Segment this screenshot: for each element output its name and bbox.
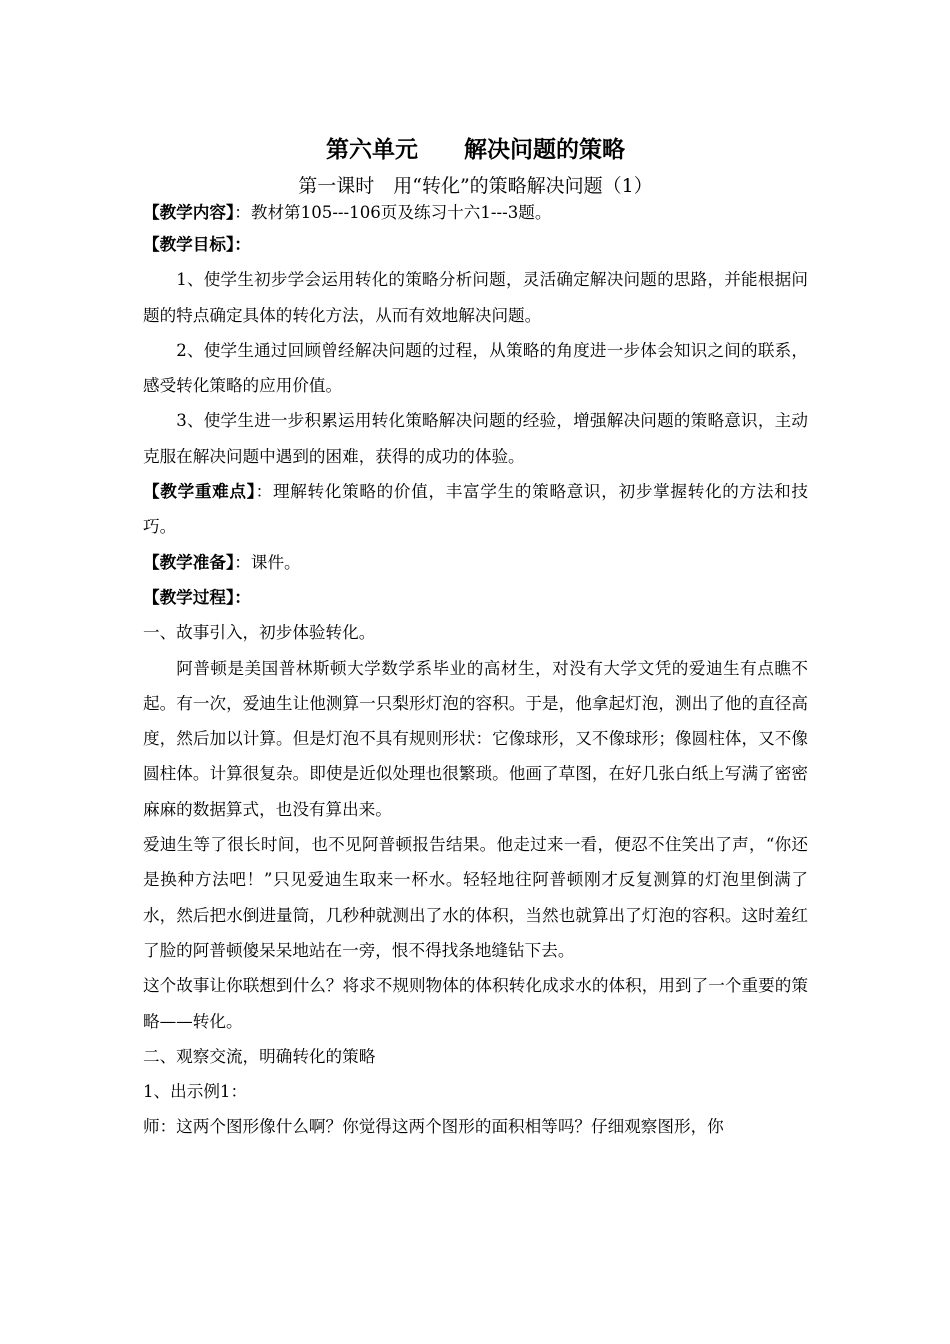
lesson-subtitle: 第一课时 用“转化”的策略解决问题（1） xyxy=(298,175,653,197)
teaching-goals-label: 【教学目标】 xyxy=(143,235,235,254)
key-points xyxy=(143,474,808,545)
teaching-process-heading xyxy=(143,580,808,615)
story-paragraph-1: 阿普顿是美国普林斯顿大学数学系毕业的高材生，对没有大学文凭的爱迪生有点瞧不起。有一次，爱迪生让他测算一只梨形灯泡的容积。于是，他拿起灯泡，测出了他的直径高度，然后加以计算。但是灯泡不具有规则形状：它像球形，又不像球形；像圆柱体，又不像圆柱体。计算很复杂。即使是近似处理也很繁琐。他画了草图，在好几张白纸上写满了密密麻麻的数据算式，也没有算出来。 xyxy=(143,658,808,819)
teaching-goals-colon: ： xyxy=(234,235,251,254)
story-paragraph-3: 这个故事让你联想到什么？将求不规则物体的体积转化成求水的体积，用到了一个重要的策略——转化。 xyxy=(143,976,808,1031)
document-page xyxy=(143,130,808,1145)
teaching-goals-heading xyxy=(143,227,808,262)
goal-item-2: 2、使学生通过回顾曾经解决问题的过程，从策略的角度进一步体会知识之间的联系，感受转化策略的应用价值。 xyxy=(143,340,808,396)
teaching-preparation xyxy=(143,545,808,580)
story-paragraph-2: 爱迪生等了很长时间，也不见阿普顿报告结果。他走过来一看，便忍不住笑出了声，“你还是换种方法吧！”只见爱迪生取来一杯水。轻轻地往阿普顿刚才反复测算的灯泡里倒满了水，然后把水倒进量筒，几秒种就测出了水的体积，当然也就算出了灯泡的容积。这时羞红了脸的阿普顿傻呆呆地站在一旁，恨不得找条地缝钻下去。 xyxy=(143,835,808,960)
key-points-text: ：理解转化策略的价值，丰富学生的策略意识，初步掌握转化的方法和技巧。 xyxy=(143,482,808,537)
teaching-content xyxy=(143,199,808,227)
document-title: 第六单元 解决问题的策略 xyxy=(326,137,625,163)
preparation-label: 【教学准备】 xyxy=(143,552,235,572)
section-heading-2: 二、观察交流，明确转化的策略 xyxy=(143,1046,376,1066)
teaching-content-label: 【教学内容】 xyxy=(143,203,235,222)
process-label: 【教学过程】 xyxy=(143,587,235,607)
key-points-label: 【教学重难点】 xyxy=(143,482,256,502)
example-heading: 1、出示例1： xyxy=(143,1082,248,1102)
teacher-question: 师：这两个图形像什么啊？你觉得这两个图形的面积相等吗？仔细观察图形，你 xyxy=(143,1117,724,1137)
teaching-content-text: ：教材第105---106页及练习十六1---3题。 xyxy=(234,203,552,222)
process-colon: ： xyxy=(234,587,251,607)
preparation-text: ：课件。 xyxy=(234,552,301,572)
goal-item-3: 3、使学生进一步积累运用转化策略解决问题的经验，增强解决问题的策略意识，主动克服在解决问题中遇到的困难，获得的成功的体验。 xyxy=(143,411,808,466)
section-heading-1: 一、故事引入，初步体验转化。 xyxy=(143,623,376,643)
goal-item-1: 1、使学生初步学会运用转化的策略分析问题，灵活确定解决问题的思路，并能根据问题的特点确定具体的转化方法，从而有效地解决问题。 xyxy=(143,270,808,325)
